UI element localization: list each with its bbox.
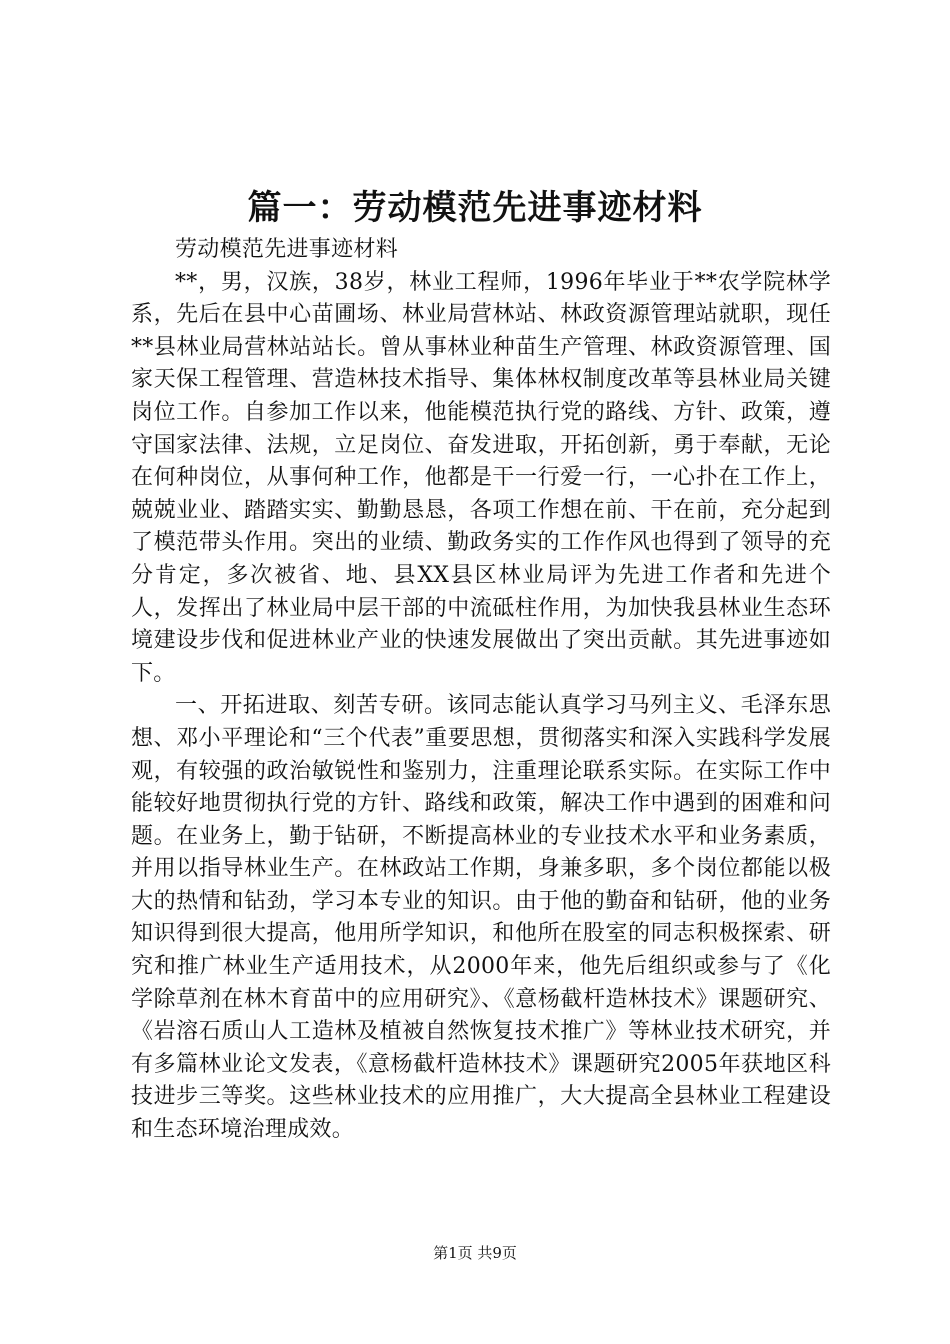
intro-paragraph: **，男，汉族，38岁，林业工程师，1996年毕业于**农学院林学系，先后在县中心苗圃场、林业局营林站、林政资源管理站就职，现任**县林业局营林站站长。曾从事林业种苗生产管理、林政资源管理、国家天保工程管理、营造林技术指导、集体林权制度改革等县林业局关键岗位工作。自参加工作以来，他能模范执行党的路线、方针、政策，遵守国家法律、法规，立足岗位、奋发进取，开拓创新，勇于奉献，无论在何种岗位，从事何种工作，他都是干一行爱一行，一心扑在工作上，兢兢业业、踏踏实实、勤勤恳恳，各项工作想在前、干在前，充分起到了模范带头作用。突出的业绩、勤政务实的工作作风也得到了领导的充分肯定，多次被省、地、县XX县区林业局评为先进工作者和先进个人，发挥出了林业局中层干部的中流砥柱作用，为加快我县林业生态环境建设步伐和促进林业产业的快速发展做出了突出贡献。其先进事迹如下。 [131,269,831,686]
section-one-paragraph: 一、开拓进取、刻苦专研。该同志能认真学习马列主义、毛泽东思想、邓小平理论和“三个代表”重要思想，贯彻落实和深入实践科学发展观，有较强的政治敏锐性和鉴别力，注重理论联系实际。在实际工作中能较好地贯彻执行党的方针、路线和政策，解决工作中遇到的困难和问题。在业务上，勤于钻研，不断提高林业的专业技术水平和业务素质，并用以指导林业生产。在林政站工作期，身兼多职，多个岗位都能以极大的热情和钻劲，学习本专业的知识。由于他的勤奋和钻研，他的业务知识得到很大提高，他用所学知识，和他所在股室的同志积极探索、研究和推广林业生产适用技术，从2000年来，他先后组织或参与了《化学除草剂在林木育苗中的应用研究》、《意杨截杆造林技术》课题研究、《岩溶石质山人工造林及植被自然恢复技术推广》等林业技术研究，并有多篇林业论文发表，《意杨截杆造林技术》课题研究2005年获地区科技进步三等奖。这些林业技术的应用推广，大大提高全县林业工程建设和生态环境治理成效。 [131,693,831,1143]
subtitle-paragraph: 劳动模范先进事迹材料 [175,237,399,262]
page-footer: 第1页 共9页 [433,1244,517,1262]
document-body [131,234,831,1147]
document-title: 篇一：劳动模范先进事迹材料 [247,188,703,228]
